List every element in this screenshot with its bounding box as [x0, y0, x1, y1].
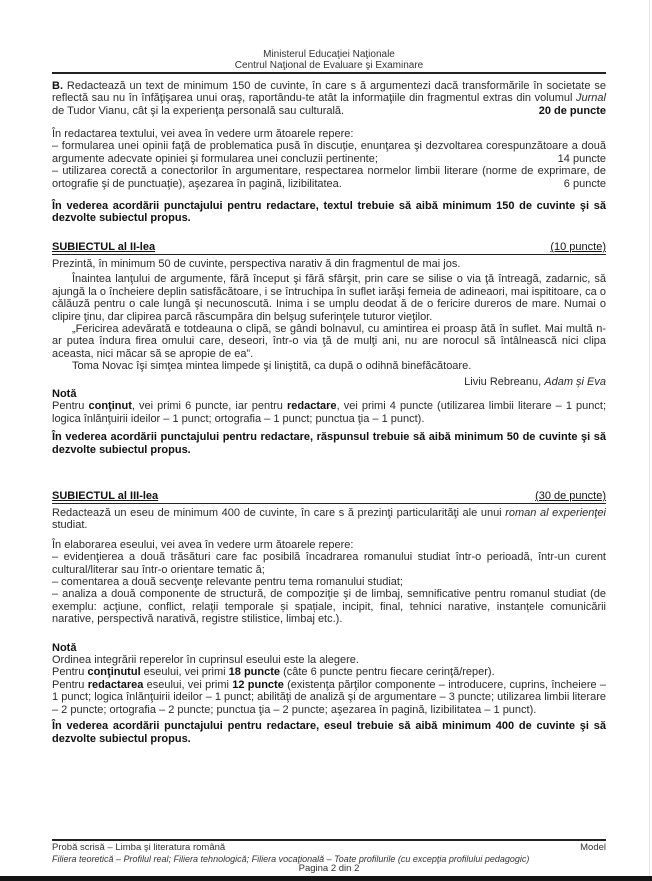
part-b-label: B.	[52, 80, 63, 92]
part-b-criterion-2	[52, 165, 606, 190]
note-text: Pentru	[52, 678, 88, 691]
source-author: Liviu Rebreanu,	[464, 375, 545, 388]
task-text-end: studiat.	[52, 519, 88, 532]
subject-2-title: SUBIECTUL al II-lea	[52, 241, 156, 253]
fragment-paragraph-1: Înaintea lanţului de argumente, fără început şi fără sfârşit, prin care se silise o via ţă întreagă, zadarnic, să ajungă la o încheiere deplin satisfăcătoare, i se întruchipa în suflet iarăşi femeia de adineaori, mai ispititoare, ca o călăuză pentru o cale lungă şi necunoscută. Inima i se umplu deodat ă de o fericire dureros de mare. Numai o clipire ţinu, dar clipirea parcă răscumpăra din belşug suferinţele tuturor vieţilor.	[52, 273, 606, 323]
note-bold: 18 puncte	[228, 666, 281, 679]
source-title: Adam și Eva	[544, 375, 606, 388]
header-rule	[52, 72, 606, 74]
subject-3-points: (30 de puncte)	[535, 490, 606, 502]
part-b-text-end: de Tudor Vianu, cât şi la experienţa personală sau culturală.	[52, 104, 345, 117]
fragment-paragraph-2: „Fericirea adevărată e totdeauna o clipă, se gândi bolnavul, cu amintirea ei proasp ătă în suflet. Mai multă n-ar putea îndura firea omului care, deseori, într-o via ţă de mulţi ani, nu are norocul să întâlnească nici clipa aceasta, nici măcar să se apropie de ea”.	[52, 323, 606, 360]
note-text: (existenţa părţilor componente – introducere, cuprins, încheiere – 1 punct; logica înlănţuirii ideilor – 1 punct; abilităţi de analiză şi de argumentare – 3 puncte; utilizarea limbii literare – 2 puncte; ortografia – 2 puncte; punctua ţia – 2 puncte; aşezarea în pagină, lizibilitatea – 1 punct).	[52, 678, 606, 716]
page-edge	[649, 0, 650, 876]
page-header	[52, 49, 606, 71]
subject-3-intro: În elaborarea eseului, vei avea în vedere urm ătoarele repere:	[52, 538, 354, 551]
criterion-text: – utilizarea corectă a conectorilor în argumentare, respectarea normelor limbii literare (norme de exprimare, de ortografie şi de punctuaţie), aşezarea în pagină, lizibilitatea.	[52, 165, 606, 190]
footer-exam: Probă scrisă – Limba şi literatura română	[52, 842, 226, 853]
part-b-criterion-1	[52, 140, 606, 165]
subject-3-body	[52, 507, 606, 745]
subject-2-note	[52, 400, 606, 425]
fragment-paragraph-3: Toma Novac îşi simţea mintea limpede şi liniştită, ca după o odihnă binefăcătoare.	[72, 360, 472, 373]
subject-2-task: Prezintă, în minimum 50 de cuvinte, perspectiva narativ ă din fragmentul de mai jos.	[52, 258, 461, 270]
bottom-border	[0, 876, 652, 881]
note-text: Pentru	[52, 400, 89, 413]
note-bold: redactare	[287, 400, 337, 413]
subject-3-note-1: Ordinea integrării reperelor în cuprinsul eseului este la alegere.	[52, 654, 359, 667]
part-b-text: Redactează un text de minimum 150 de cuvinte, în care s ă argumentezi dacă transformările în societate se reflectă sau nu în înfăţişarea unui oraş, raportându-te atât la informaţiile din fragmentul extras din volumul	[52, 80, 606, 105]
note-text: eseului, vei primi	[143, 678, 233, 691]
part-b-criteria	[52, 128, 606, 190]
subject-2-requirement: În vederea acordării punctajului pentru redactare, răspunsul trebuie să aibă minimum 50 de cuvinte şi să dezvolte subiectul propus.	[52, 431, 606, 456]
subject-2-points: (10 puncte)	[550, 241, 606, 253]
subject-2-body	[52, 258, 606, 456]
header-ministry: Ministerul Educaţiei Naţionale	[263, 49, 395, 60]
note-text: Pentru	[52, 666, 88, 679]
subject-3-criterion-2: – comentarea a două secvenţe relevante pentru tema romanului studiat;	[52, 576, 403, 589]
criterion-points: 14 puncte	[557, 152, 606, 165]
subject-3-title: SUBIECTUL al III-lea	[52, 490, 159, 502]
subject-3-criterion-3: – analiza a două componente de structură, de compoziţie şi de limbaj, semnificative pentru romanul studiat (de exemplu: acţiune, conflict, relaţii temporale și spațiale, incipit, final, tehnici narative, instanțele comunicării narative, perspectivă narativă, registre stilistice, limbaj etc.).	[52, 588, 606, 626]
part-b-requirement: În vederea acordării punctajului pentru redactare, textul trebuie să aibă minimum 150 de cuvinte şi să dezvolte subiectul propus.	[52, 200, 606, 225]
part-b-points: 20 de puncte	[538, 104, 606, 117]
footer-rule	[52, 839, 606, 841]
header-center: Centrul Naţional de Evaluare şi Examinare	[234, 60, 424, 71]
task-italic: roman al experienţei	[505, 507, 606, 519]
subject-3-note-2	[52, 666, 606, 678]
fragment-source	[52, 376, 606, 388]
part-b-intro: În redactarea textului, vei avea în vedere urm ătoarele repere:	[52, 128, 354, 140]
note-bold: conţinut	[88, 400, 132, 413]
note-text: eseului, vei primi	[140, 666, 229, 679]
part-b-book-title: Jurnal	[576, 92, 606, 105]
note-text: , vei primi 4 puncte (utilizarea limbii literare – 1 punct; logica înlănţuirii ideilor – 1 punct; ortografia – 1 punct; punctua ţia – 1 punct).	[52, 400, 606, 425]
subject-3-task	[52, 507, 606, 532]
subject-3-heading	[52, 490, 606, 504]
note-bold: redactarea	[87, 678, 144, 691]
subject-3-note-3	[52, 679, 606, 716]
criterion-text: – formularea unei opinii faţă de problematica pusă în discuţie, enunţarea şi dezvoltarea corespunzătoare a două argumente adecvate opiniei şi formularea unei concluzii pertinente;	[52, 140, 606, 165]
note-text: , vei primi 6 puncte, iar pentru	[131, 400, 288, 413]
note-bold: 12 puncte	[232, 678, 284, 691]
subject-2-heading	[52, 241, 606, 255]
task-text: Redactează un eseu de minimum 400 de cuvinte, în care s ă prezinţi particularităţi ale unui	[52, 507, 506, 519]
footer-profiles: Filiera teoretică – Profilul real; Filiera tehnologică; Filiera vocaţională – Toate profilurile (cu excepţia profilului pedagogic)	[52, 853, 530, 864]
subject-3-criterion-1: – evidenţierea a două trăsături care fac posibilă încadrarea romanului studiat într-o perioadă, într-un curent cultural/literar sau într-o orientare tematic ă;	[52, 551, 606, 576]
subject-2-note-title: Notă	[52, 388, 77, 401]
note-text: (câte 6 puncte pentru fiecare cerinţă/reper).	[280, 666, 495, 679]
subject-3-note-title: Notă	[52, 641, 77, 654]
subject-3-requirement: În vederea acordării punctajului pentru redactare, eseul trebuie să aibă minimum 400 de cuvinte şi să dezvolte subiectul propus.	[52, 720, 606, 745]
criterion-points: 6 puncte	[563, 177, 606, 190]
part-b-task	[52, 80, 606, 117]
footer-model: Model	[580, 842, 606, 853]
note-bold: conţinutul	[87, 666, 141, 679]
page-footer	[52, 843, 606, 875]
footer-page-number: Pagina 2 din 2	[298, 863, 360, 874]
